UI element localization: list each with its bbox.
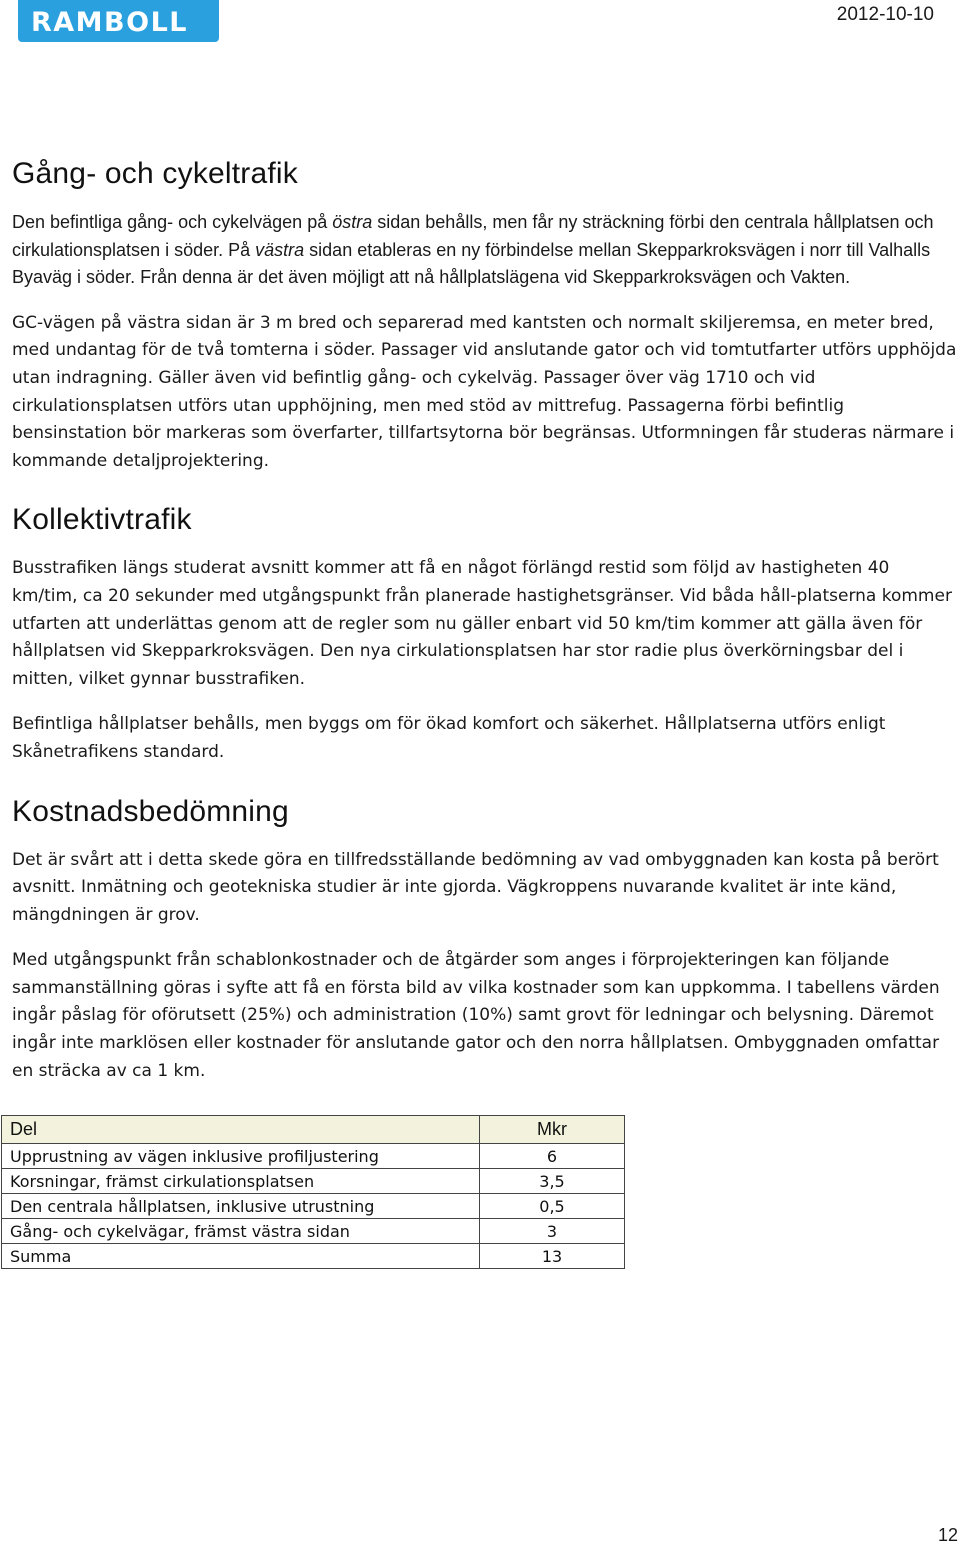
document-date: 2012-10-10: [836, 4, 934, 25]
table-row: [2, 1219, 625, 1244]
table-cell-del: Upprustning av vägen inklusive profiljustering: [2, 1144, 480, 1169]
table-row: [2, 1144, 625, 1169]
paragraph-kollektivtrafik-1: Busstrafiken längs studerat avsnitt kommer att få en något förlängd restid som följd av hastigheten 40 km/tim, ca 20 sekunder med utgångspunkt från planerade hastighetsgränser. Vid båda håll-platserna kommer utfarten att underlättas genom att de regler som nu gäller enbart vid 50 km/tim kommer att gälla även för hållplatsen vid Skepparkroksvägen. Den nya cirkulationsplatsen har stor radie plus överkörningsbar del i mitten, vilket gynnar busstrafiken.: [12, 558, 952, 689]
table-cell-mkr: 13: [480, 1244, 625, 1269]
table-cell-del: Summa: [2, 1244, 480, 1269]
ramboll-logo: [18, 0, 219, 42]
table-row-summa: [2, 1244, 625, 1269]
table-cell-del: Gång- och cykelvägar, främst västra sidan: [2, 1219, 480, 1244]
table-row: [2, 1194, 625, 1219]
section-title-kostnadsbedomning: Kostnadsbedömning: [12, 794, 289, 828]
table-cell-del: Korsningar, främst cirkulationsplatsen: [2, 1169, 480, 1194]
table-header-mkr: Mkr: [480, 1116, 625, 1144]
page-number: 12: [937, 1525, 958, 1545]
table-cell-del: Den centrala hållplatsen, inklusive utrustning: [2, 1194, 480, 1219]
section-title-kollektivtrafik: Kollektivtrafik: [12, 503, 192, 537]
table-header-row: [2, 1116, 625, 1144]
paragraph-gang-cykel-2: GC-vägen på västra sidan är 3 m bred och separerad med kantsten och normalt skiljeremsa, en meter bred, med undantag för de två tomterna i söder. Passager vid anslutande gator och vid tomtutfarter utförs upphöjda utan indragning. Gäller även vid befintlig gång- och cykelväg. Passager över väg 1710 och vid cirkulationsplatsen utförs utan upphöjning, men med stöd av mittrefug. Passagerna förbi befintlig bensinstation bör markeras som överfarter, tillfartsytorna bör begränsas. Utformningen får studeras närmare i kommande detaljprojektering.: [12, 312, 957, 471]
ramboll-wordmark-icon: [29, 6, 209, 36]
cost-table: [1, 1115, 625, 1269]
table-row: [2, 1169, 625, 1194]
paragraph-kollektivtrafik-2: Befintliga hållplatser behålls, men byggs om för ökad komfort och säkerhet. Hållplatserna utförs enligt Skånetrafikens standard.: [12, 714, 886, 762]
table-cell-mkr: 3,5: [480, 1169, 625, 1194]
table-header-del: Del: [2, 1116, 480, 1144]
section-title-gang-cykel: Gång- och cykeltrafik: [12, 157, 298, 190]
document-body: [12, 157, 958, 1269]
paragraph-kostnad-2: Med utgångspunkt från schablonkostnader och de åtgärder som anges i förprojekteringen kan följande sammanställning göras i syfte att få en första bild av vilka kostnader som kan uppkomma. I tabellens värden ingår påslag för oförutsett (25%) och administration (10%) samt grovt för ledningar och belysning. Däremot ingår inte marklösen eller kostnader för anslutande gator och den norra hållplatsen. Ombyggnaden omfattar en sträcka av ca 1 km.: [12, 950, 940, 1081]
paragraph-gang-cykel-1: Den befintliga gång- och cykelvägen på östra sidan behålls, men får ny sträckning förbi den centrala hållplatsen och cirkulationsplatsen i söder. På västra sidan etableras en ny förbindelse mellan Skepparkroksvägen i norr till Valhalls Byaväg i söder. Från denna är det även möjligt att nå hållplatslägena vid Skepparkroksvägen och Vakten.: [12, 212, 934, 288]
table-cell-mkr: 3: [480, 1219, 625, 1244]
table-cell-mkr: 0,5: [480, 1194, 625, 1219]
table-cell-mkr: 6: [480, 1144, 625, 1169]
paragraph-kostnad-1: Det är svårt att i detta skede göra en tillfredsställande bedömning av vad ombyggnaden kan kosta på berört avsnitt. Inmätning och geotekniska studier är inte gjorda. Vägkroppens nuvarande kvalitet är inte känd, mängdningen är grov.: [12, 849, 939, 925]
logo-text: RAMBOLL: [30, 7, 188, 36]
